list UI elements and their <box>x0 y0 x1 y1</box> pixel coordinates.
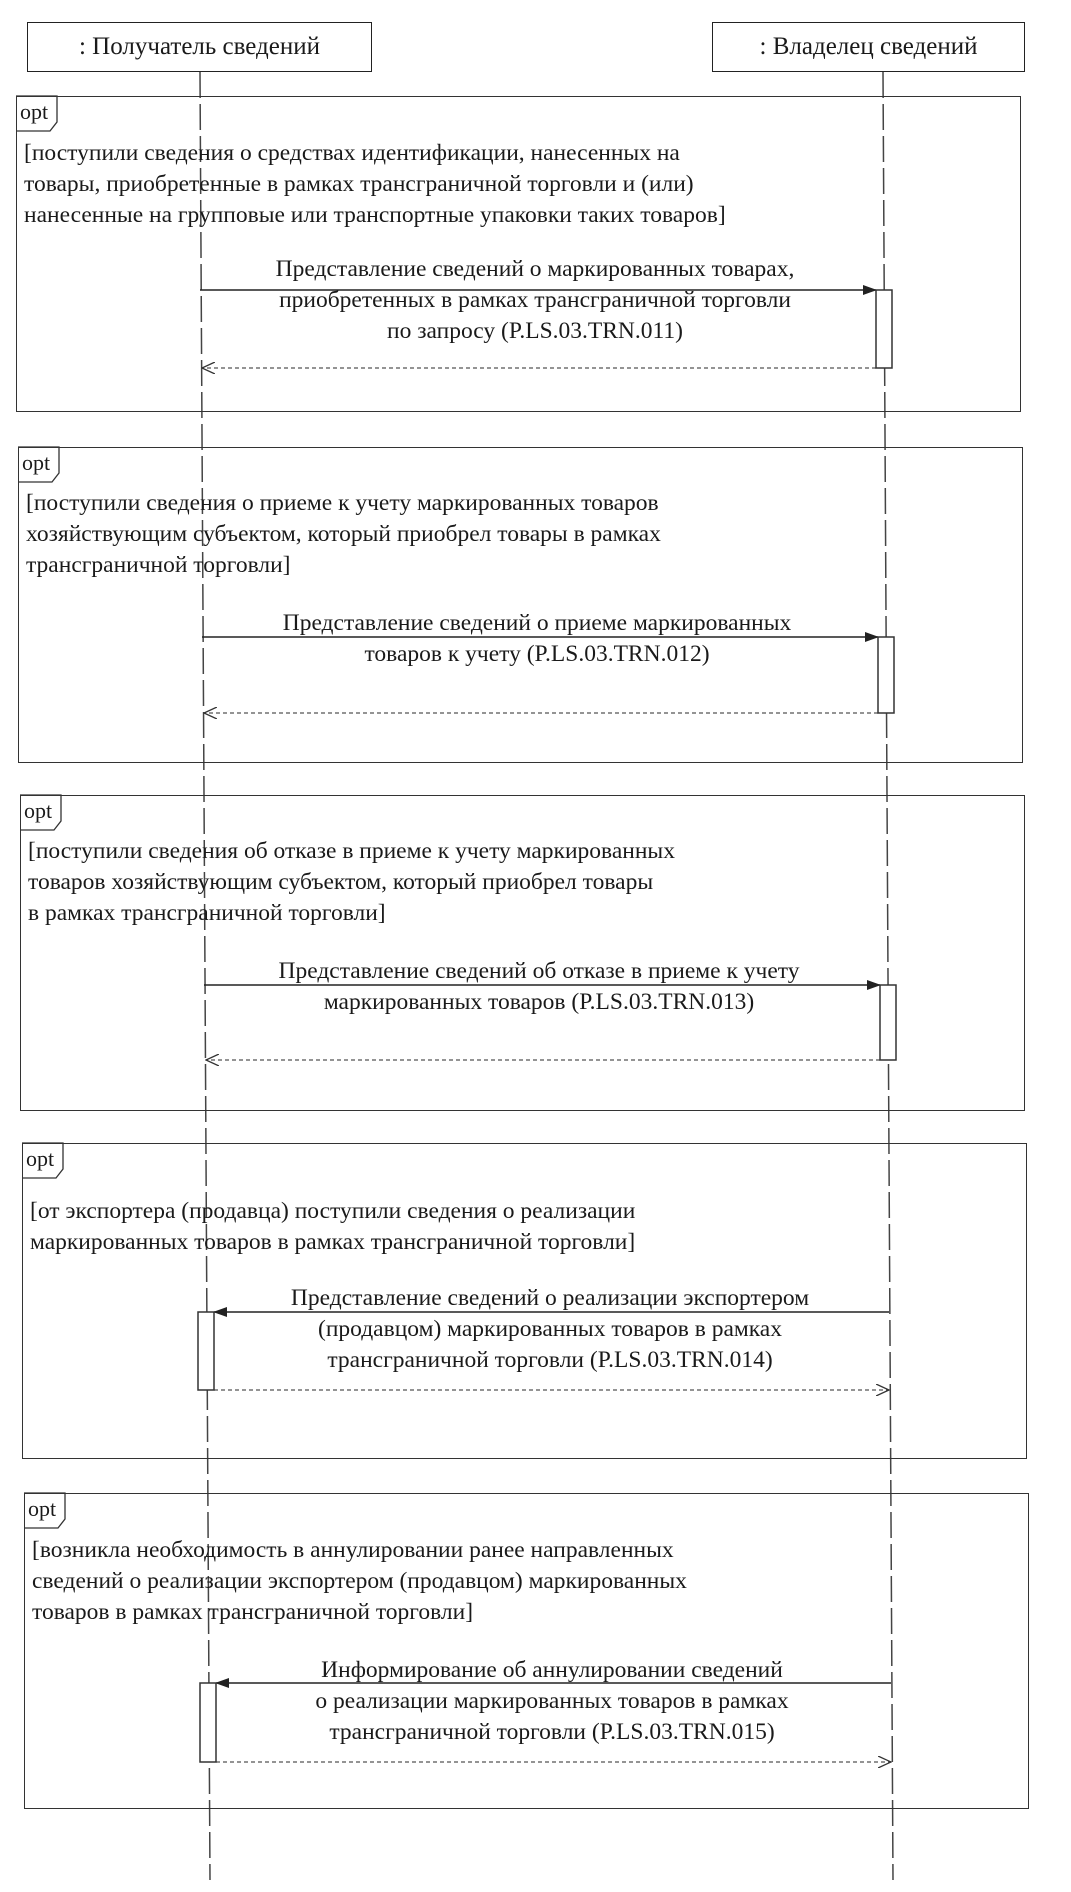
opt-label-3: opt <box>24 798 53 823</box>
message-label-011: Представление сведений о маркированных товарах, приобретенных в рамках трансграничной торговли по запросу (P.LS.03.TRN.011) <box>275 256 795 344</box>
opt-label-2: opt <box>22 450 51 475</box>
message-label-015: Информирование об аннулировании сведений о реализации маркированных товаров в рамках трансграничной торговли (P.LS.03.TRN.015) <box>315 1657 789 1745</box>
guard-condition-4: [от экспортера (продавца) поступили сведения о реализации маркированных товаров в рамках трансграничной торговли] <box>30 1198 636 1255</box>
message-label-012: Представление сведений о приеме маркированных товаров к учету (P.LS.03.TRN.012) <box>282 610 792 667</box>
opt-label-4: opt <box>26 1146 55 1171</box>
lifeline-owner-label: : Владелец сведений <box>759 33 978 60</box>
opt-label-1: opt <box>20 99 49 124</box>
guard-condition-5: [возникла необходимость в аннулировании ранее направленных сведений о реализации экспортером (продавцом) маркированных товаров в рамках трансграничной торговли] <box>32 1537 687 1625</box>
guard-condition-3: [поступили сведения об отказе в приеме к учету маркированных товаров хозяйствующим субъектом, который приобрел товары в рамках трансграничной торговли] <box>28 838 675 926</box>
message-label-014: Представление сведений о реализации экспортером (продавцом) маркированных товаров в рамках трансграничной торговли (P.LS.03.TRN.014) <box>290 1285 810 1373</box>
guard-condition-2: [поступили сведения о приеме к учету маркированных товаров хозяйствующим субъектом, который приобрел товары в рамках трансграничной торговли] <box>26 490 661 578</box>
message-label-013: Представление сведений об отказе в приеме к учету маркированных товаров (P.LS.03.TRN.013) <box>278 958 800 1015</box>
opt-label-5: opt <box>28 1496 57 1521</box>
guard-condition-1: [поступили сведения о средствах идентификации, нанесенных на товары, приобретенные в рамках трансграничной торговли и (или) нанесенные на групповые или транспортные упаковки таких товаров] <box>24 140 726 228</box>
lifeline-receiver-label: : Получатель сведений <box>78 33 321 60</box>
